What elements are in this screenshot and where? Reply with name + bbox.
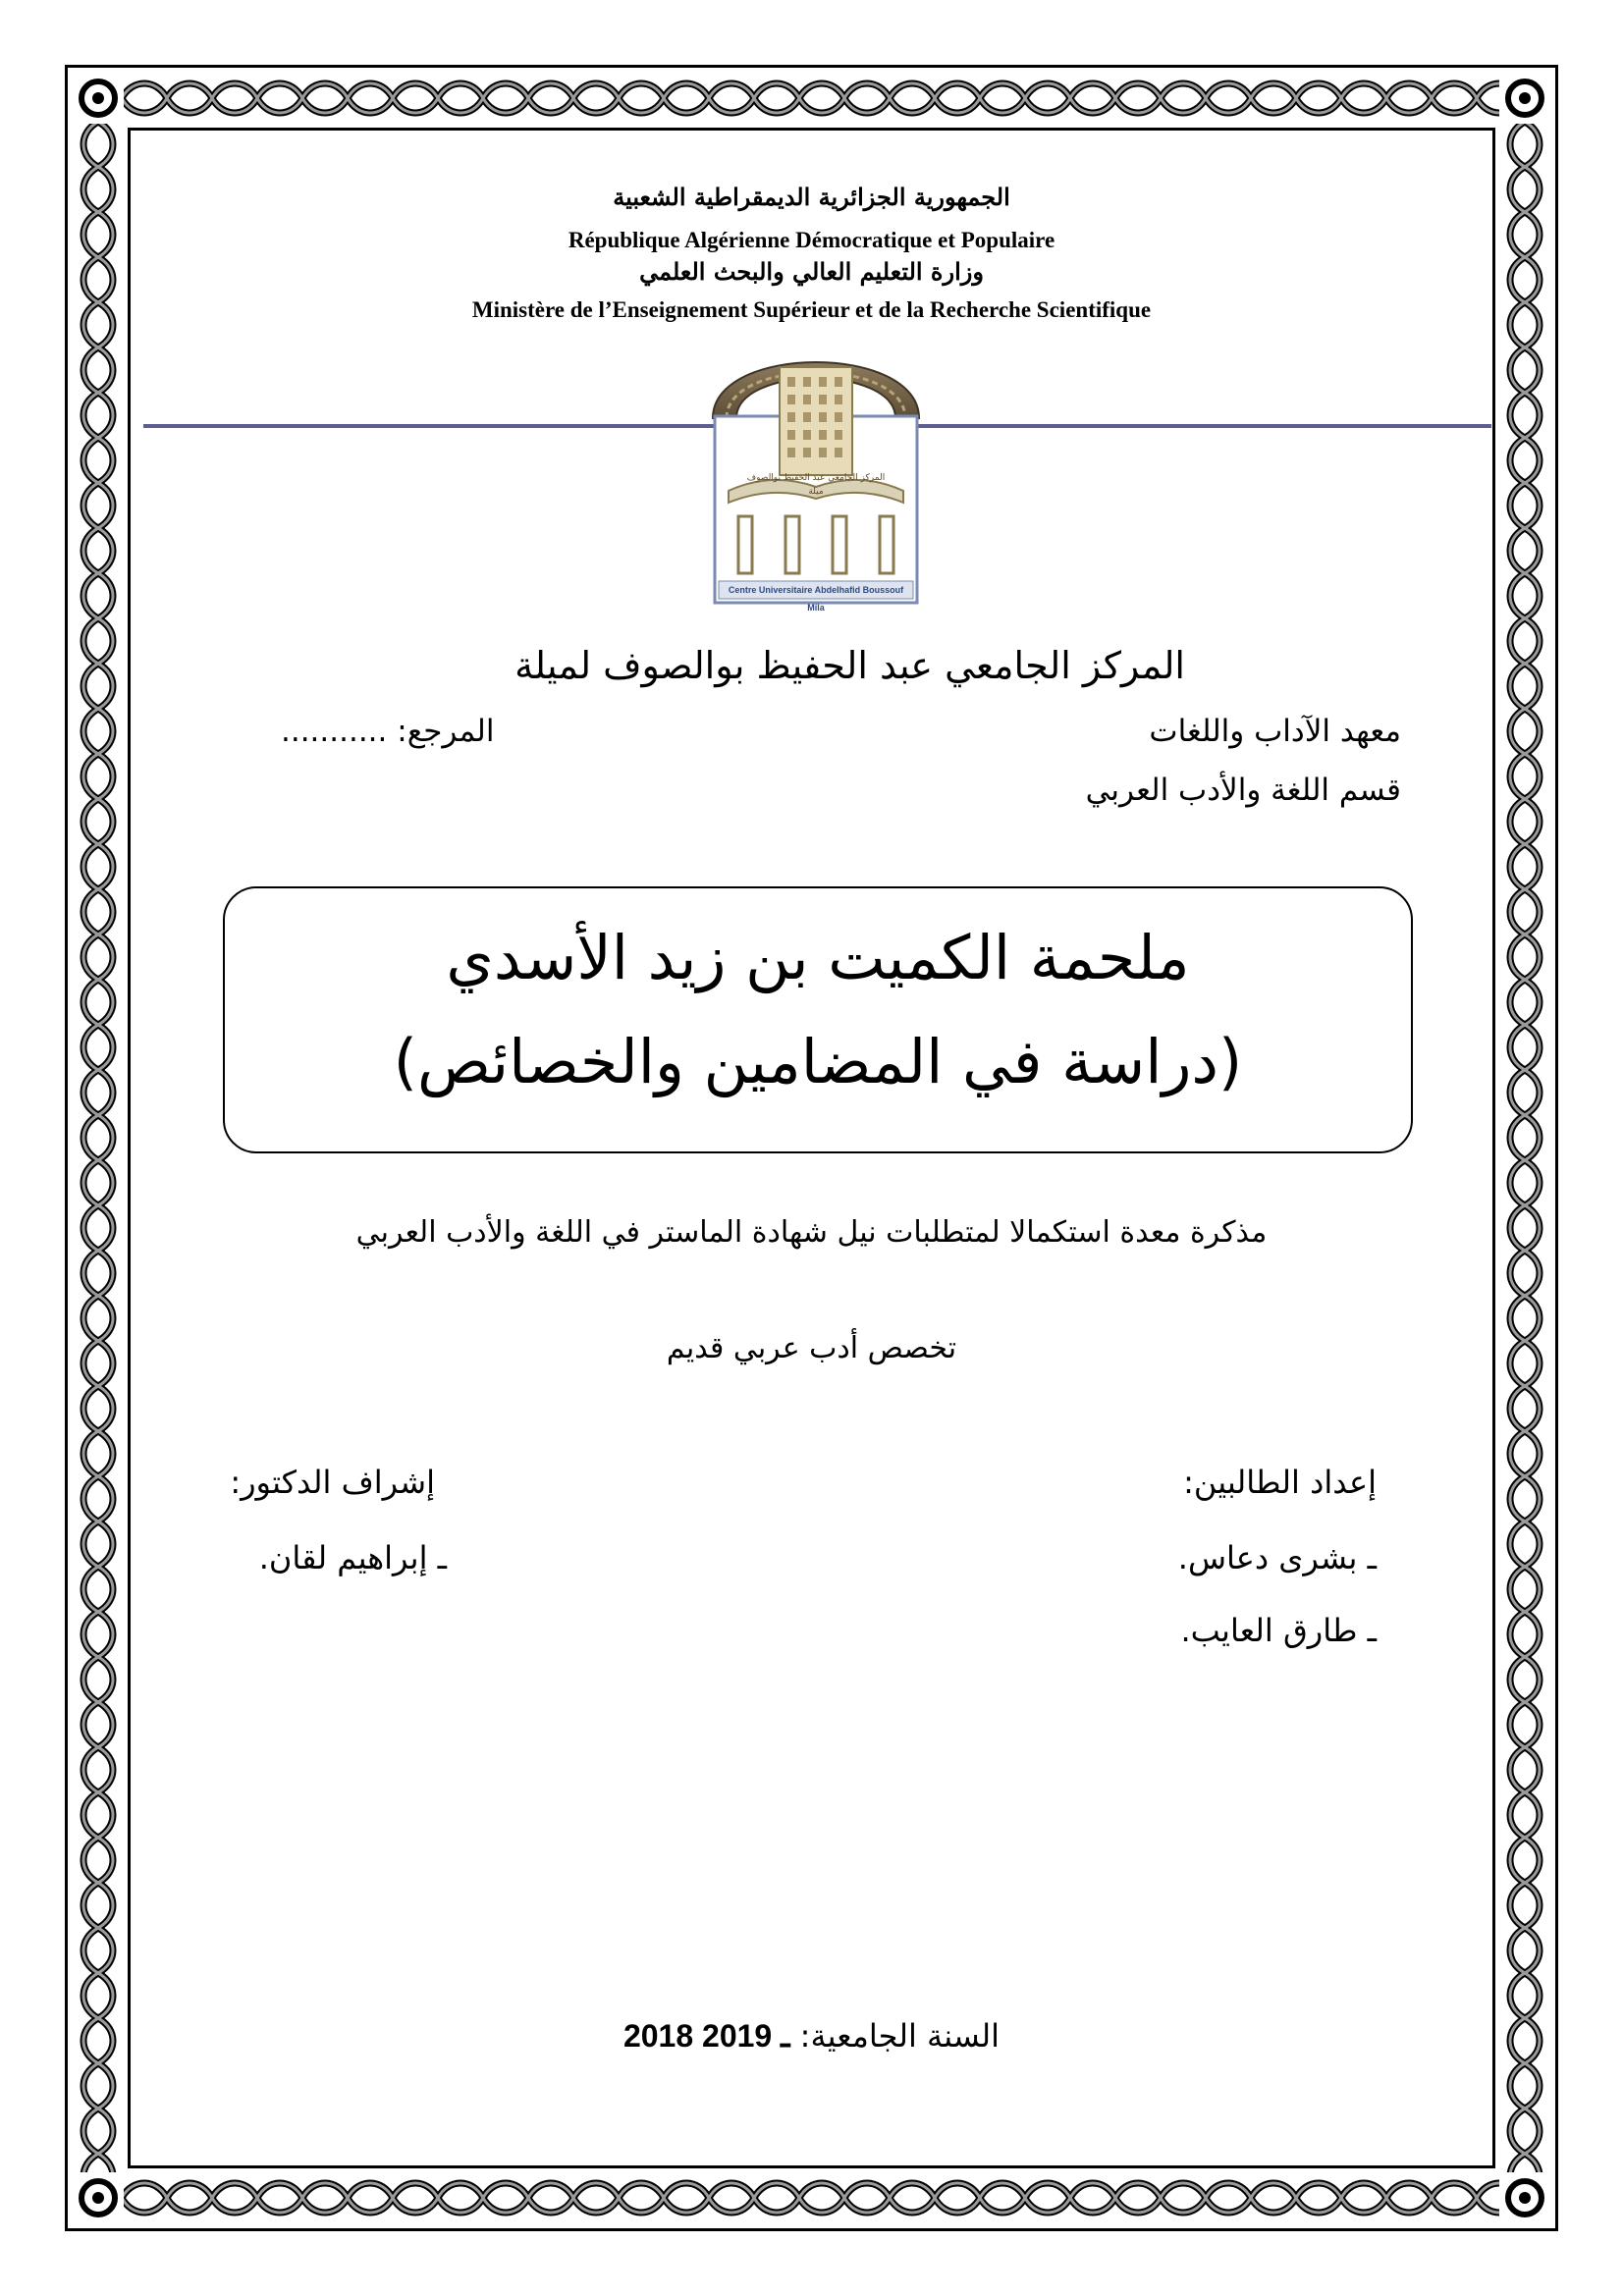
- specialty-line: تخصص أدب عربي قديم: [666, 1331, 957, 1365]
- border-chain-top: [122, 73, 1501, 124]
- academic-year: [0, 2017, 1623, 2055]
- republic-arabic: الجمهورية الجزائرية الديمقراطية الشعبية: [613, 183, 1010, 211]
- students-label: إعداد الطالبين:: [1183, 1464, 1377, 1501]
- border-chain-left: [73, 122, 124, 2174]
- thesis-title-line-1: ملحمة الكميت بن زيد الأسدي: [446, 922, 1190, 993]
- student-name-1: ـ بشرى دعاس.: [1177, 1539, 1377, 1576]
- ministry-arabic: وزارة التعليم العالي والبحث العلمي: [639, 257, 984, 286]
- academic-year-value: 2018 ـ 2019: [622, 2018, 790, 2054]
- ministry-french: Ministère de l’Enseignement Supérieur et de la Recherche Scientifique: [471, 297, 1152, 322]
- republic-french: République Algérienne Démocratique et Populaire: [568, 228, 1055, 252]
- department-name: قسم اللغة والأدب العربي: [1085, 773, 1401, 808]
- student-name-2: ـ طارق العايب.: [1180, 1612, 1377, 1649]
- corner-ornament-bottom-right: [1499, 2172, 1550, 2223]
- supervisor-name: ـ إبراهيم لقان.: [258, 1539, 447, 1576]
- thesis-title-box: [223, 886, 1413, 1153]
- academic-year-label: السنة الجامعية:: [799, 2017, 1001, 2055]
- corner-ornament-top-right: [1499, 73, 1550, 124]
- supervisor-label: إشراف الدكتور:: [230, 1464, 435, 1501]
- corner-ornament-bottom-left: [73, 2172, 124, 2223]
- university-logo: [709, 324, 923, 613]
- logo-caption: Centre Universitaire Abdelhafid Boussouf Mila: [728, 585, 904, 613]
- memo-description: مذكرة معدة استكمالا لمتطلبات نيل شهادة الماستر في اللغة والأدب العربي: [355, 1215, 1268, 1250]
- reference-label: المرجع: ...........: [281, 714, 495, 749]
- border-chain-bottom: [122, 2172, 1501, 2223]
- university-center-name: المركز الجامعي عبد الحفيظ بوالصوف لميلة: [514, 644, 1185, 687]
- institute-name: معهد الآداب واللغات: [1149, 714, 1401, 749]
- corner-ornament-top-left: [73, 73, 124, 124]
- border-chain-right: [1499, 122, 1550, 2174]
- logo-arc-label: المركز الجامعي عبد الحفيظ بوالصوف ميلة: [746, 473, 886, 497]
- thesis-title-line-2: (دراسة في المضامين والخصائص): [393, 1026, 1243, 1097]
